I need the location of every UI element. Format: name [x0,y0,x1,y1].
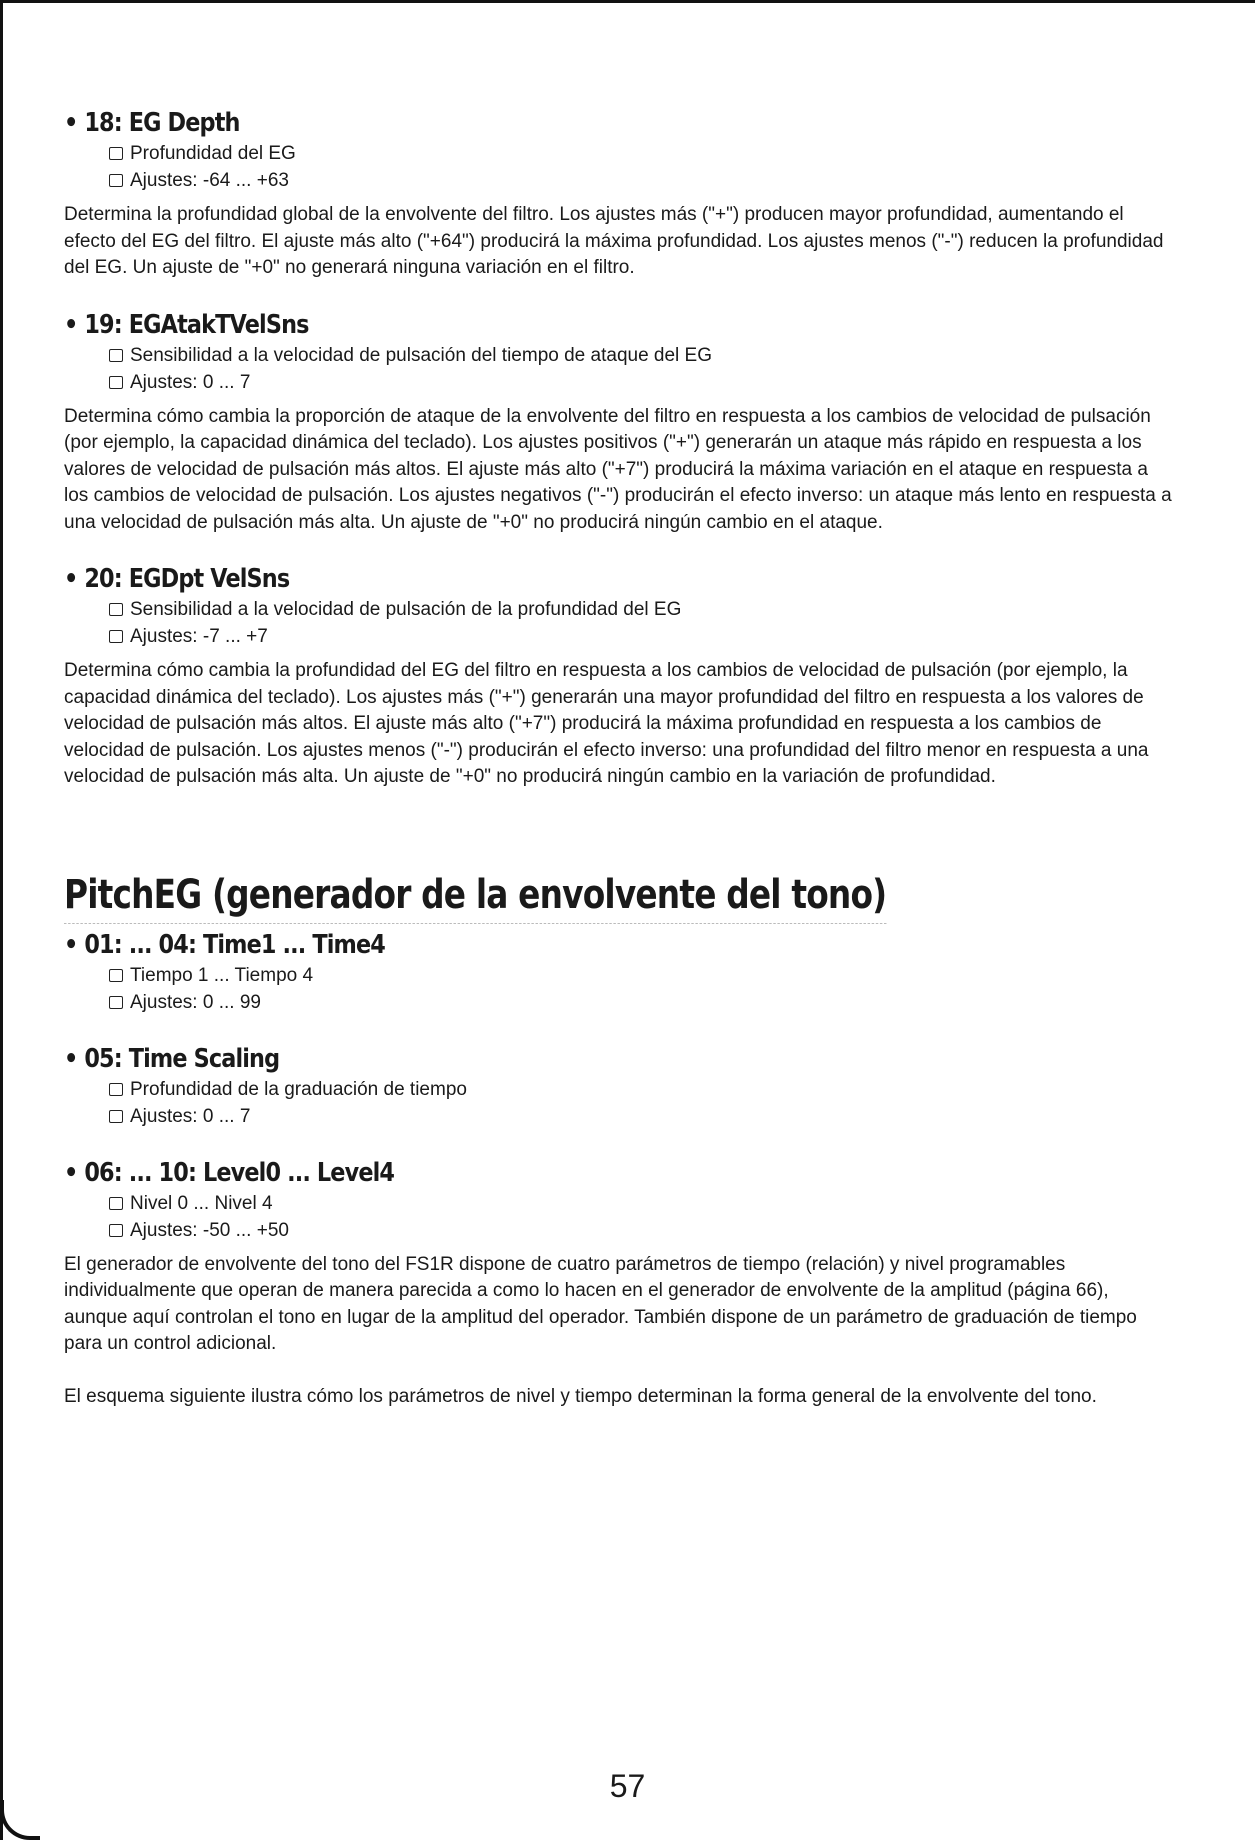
param-description: Determina la profundidad global de la envolvente del filtro. Los ajustes más ("+") producen mayor profundidad, aumentando el efecto del EG del filtro. El ajuste más alto ("+64") producirá la máxima profundidad. Los ajustes menos ("-") reducen la profundidad del EG. Un ajuste de "+0" no generará ninguna variación en el filtro. [64,204,1164,278]
checkbox-square-icon [109,174,123,187]
param-subtitle: Sensibilidad a la velocidad de pulsación del tiempo de ataque del EG [130,344,713,366]
param-01-04-time [64,928,1174,1016]
param-description-line [109,596,1174,623]
param-settings: Ajustes: 0 ... 7 [130,1105,251,1127]
param-title [64,562,1019,596]
page-content [64,106,1174,1436]
param-title [64,928,1019,962]
param-18-eg-depth [64,106,1174,282]
param-description-line [109,962,1174,989]
page-edge-top [0,0,1255,3]
param-description: Determina cómo cambia la profundidad del EG del filtro en respuesta a los cambios de velocidad de pulsación (por ejemplo, la capacidad dinámica del teclado). Los ajustes más ("+") generarán una mayor profundidad del filtro en respuesta a los valores de velocidad de pulsación más altos. El ajuste más alto ("+7") producirá la máxima profundidad en respuesta a los cambios de velocidad de pulsación. Los ajustes menos ("-") producirán el efecto inverso: una profundidad del filtro menor en respuesta a una velocidad de pulsación más alta. Un ajuste de "+0" no producirá ningún cambio en la variación de profundidad. [64,660,1149,787]
param-settings: Ajustes: -7 ... +7 [130,626,268,647]
param-title [64,1042,1019,1076]
param-title-text: 19: EGAtakTVelSns [84,309,309,340]
param-description: El generador de envolvente del tono del FS1R dispone de cuatro parámetros de tiempo (relación) y nivel programables individualmente que operan de manera parecida a como lo hacen en el generador de envolvente de la amplitud (página 66), aunque aquí controlan el tono en lugar de la amplitud del operador. También dispone de un parámetro de graduación de tiempo para un control adicional. [64,1253,1137,1354]
param-20-egdpt-velsns [64,562,1174,791]
param-settings: Ajustes: -50 ... +50 [130,1219,289,1241]
param-06-10-level [64,1156,1174,1411]
param-title-text: 06: ... 10: Level0 ... Level4 [84,1157,395,1188]
param-settings-line [109,1103,1174,1130]
param-title-text: 05: Time Scaling [84,1043,280,1074]
param-subtitle: Nivel 0 ... Nivel 4 [130,1192,273,1214]
param-description-line [109,342,1174,369]
checkbox-square-icon [109,969,123,982]
page-number: 57 [609,1768,646,1804]
bullet: • [64,564,78,594]
checkbox-square-icon [109,630,123,643]
checkbox-square-icon [109,603,123,616]
page-edge-corner [0,1800,40,1840]
param-description-line [109,1076,1174,1103]
bullet: • [64,309,78,340]
bullet: • [64,1157,78,1188]
param-settings-line [109,623,1174,650]
bullet: • [64,929,78,960]
bullet: • [64,108,78,138]
checkbox-square-icon [109,996,123,1009]
param-description: Determina cómo cambia la proporción de ataque de la envolvente del filtro en respuesta a los cambios de velocidad de pulsación (por ejemplo, la capacidad dinámica del teclado). Los ajustes positivos ("+") generarán un ataque más rápido en respuesta a los valores de velocidad de pulsación más altos. El ajuste más alto ("+7") producirá la máxima variación en el ataque en respuesta a los cambios de velocidad de pulsación. Los ajustes negativos ("-") producirán el efecto inverso: un ataque más lento en respuesta a una velocidad de pulsación más alta. Un ajuste de "+0" no producirá ningún cambio en el ataque. [64,405,1172,533]
param-settings-line [109,369,1174,396]
param-settings: Ajustes: 0 ... 99 [130,991,261,1013]
param-description-2: El esquema siguiente ilustra cómo los parámetros de nivel y tiempo determinan la forma general de la envolvente del tono. [64,1385,1097,1407]
param-subtitle: Sensibilidad a la velocidad de pulsación de la profundidad del EG [130,599,682,620]
section-heading-pitcheg: PitchEG (generador de la envolvente del tono) [64,869,886,924]
param-19-egataktvelsns [64,308,1174,537]
param-subtitle: Profundidad del EG [130,143,296,164]
param-title [64,106,1019,140]
param-title [64,308,1019,342]
param-description-line [109,1190,1174,1217]
param-settings: Ajustes: -64 ... +63 [130,170,289,191]
param-title-text: 20: EGDpt VelSns [84,564,290,594]
checkbox-square-icon [109,376,123,389]
param-settings-line [109,989,1174,1016]
param-05-time-scaling [64,1042,1174,1130]
param-title-text: 01: ... 04: Time1 ... Time4 [84,929,385,960]
param-description-line [109,140,1174,167]
param-title [64,1156,1019,1190]
param-settings-line [109,1217,1174,1244]
param-subtitle: Profundidad de la graduación de tiempo [130,1078,467,1100]
checkbox-square-icon [109,1197,123,1210]
checkbox-square-icon [109,1083,123,1096]
checkbox-square-icon [109,1224,123,1237]
page-edge-left [0,0,3,1840]
checkbox-square-icon [109,349,123,362]
checkbox-square-icon [109,147,123,160]
bullet: • [64,1043,78,1074]
param-title-text: 18: EG Depth [84,108,240,138]
checkbox-square-icon [109,1110,123,1123]
param-subtitle: Tiempo 1 ... Tiempo 4 [130,964,314,986]
param-settings-line [109,167,1174,194]
param-settings: Ajustes: 0 ... 7 [130,371,251,393]
